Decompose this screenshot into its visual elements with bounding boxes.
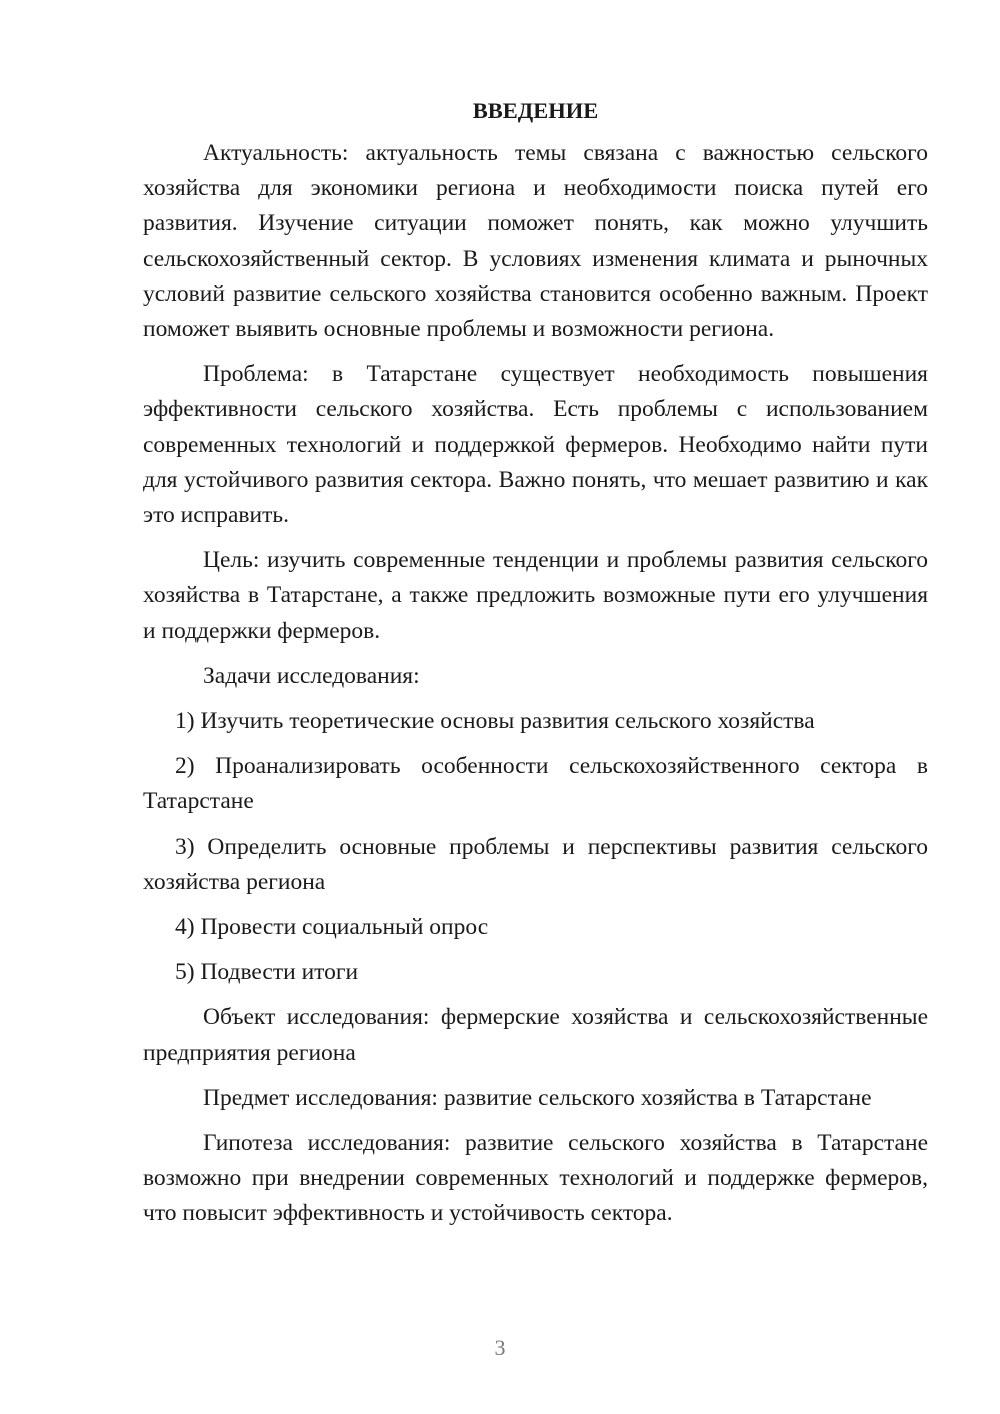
page-content	[143, 95, 928, 1242]
hypothesis-paragraph: Гипотеза исследования: развитие сельского хозяйства в Татарстане возможно при внедрении современных технологий и поддержке фермеров, что повысит эффективность и устойчивость сектора.	[143, 1130, 928, 1227]
tasks-heading: Задачи исследования:	[203, 662, 420, 689]
page-title: ВВЕДЕНИЕ	[472, 98, 599, 123]
relevance-paragraph: Актуальность: актуальность темы связана с важностью сельского хозяйства для экономики региона и необходимости поиска путей его развития. Изучение ситуации поможет понять, как можно улучшить сельскохозяйственный сектор. В условиях изменения климата и рыночных условий развитие сельского хозяйства становится особенно важным. Проект поможет выявить основные проблемы и возможности региона.	[143, 140, 928, 343]
page-number: 3	[494, 1335, 506, 1360]
task-item-4: 4) Провести социальный опрос	[175, 914, 489, 941]
goal-paragraph: Цель: изучить современные тенденции и проблемы развития сельского хозяйства в Татарстане, а также предложить возможные пути его улучшения и поддержки фермеров.	[143, 547, 928, 644]
object-paragraph: Объект исследования: фермерские хозяйства и сельскохозяйственные предприятия региона	[143, 1004, 928, 1066]
task-item-3: 3) Определить основные проблемы и перспективы развития сельского хозяйства региона	[143, 833, 928, 895]
subject-paragraph: Предмет исследования: развитие сельского хозяйства в Татарстане	[203, 1084, 872, 1111]
problem-paragraph: Проблема: в Татарстане существует необходимость повышения эффективности сельского хозяйства. Есть проблемы с использованием современных технологий и поддержкой фермеров. Необходимо найти пути для устойчивого развития сектора. Важно понять, что мешает развитию и как это исправить.	[143, 361, 928, 529]
task-item-2: 2) Проанализировать особенности сельскохозяйственного сектора в Татарстане	[143, 753, 928, 815]
task-item-5: 5) Подвести итоги	[175, 959, 359, 986]
task-item-1: 1) Изучить теоретические основы развития сельского хозяйства	[175, 708, 815, 735]
